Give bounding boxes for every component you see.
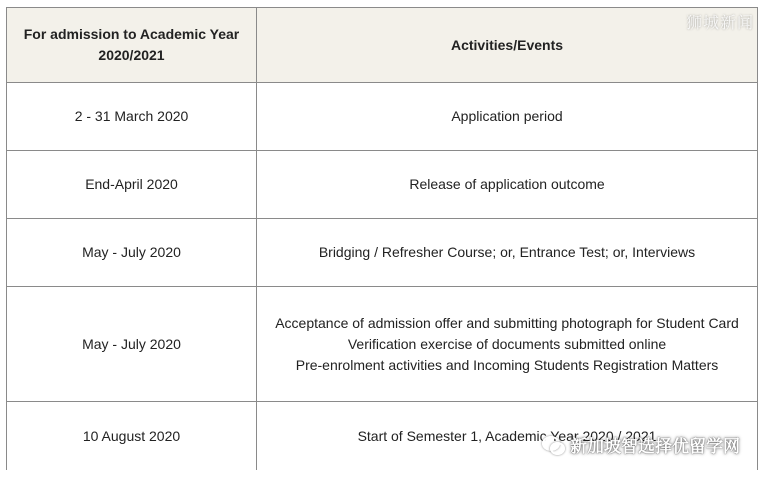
header-academic-year: For admission to Academic Year 2020/2021 (7, 8, 257, 83)
row-event (257, 83, 758, 151)
watermark-bottom-right (542, 432, 740, 457)
row-date: May - July 2020 (7, 219, 257, 287)
event-line: Acceptance of admission offer and submitting photograph for Student Card (275, 314, 739, 331)
row-date: 10 August 2020 (7, 402, 257, 472)
event-line: Bridging / Refresher Course; or, Entrance Test; or, Interviews (318, 244, 696, 260)
event-line: Verification exercise of documents submitted online (347, 335, 667, 352)
watermark-text: 新加坡智选择优留学网 (570, 437, 740, 456)
table-row (7, 83, 758, 151)
row-date: End-April 2020 (7, 151, 257, 219)
row-date: 2 - 31 March 2020 (7, 83, 257, 151)
wechat-icon (542, 436, 564, 454)
event-line: Application period (451, 108, 563, 124)
admission-schedule-table (6, 7, 758, 472)
event-line: Release of application outcome (409, 176, 605, 192)
row-event (257, 287, 758, 402)
header-activities-events: Activities/Events (257, 8, 758, 83)
row-event (257, 151, 758, 219)
watermark-top-right: 狮城新闻 (685, 15, 754, 32)
bottom-edge (0, 470, 762, 478)
row-event (257, 219, 758, 287)
table-row (7, 287, 758, 402)
table-row (7, 151, 758, 219)
table-header-row (7, 8, 758, 83)
row-date: May - July 2020 (7, 287, 257, 402)
event-line: Pre-enrolment activities and Incoming Students Registration Matters (295, 356, 719, 373)
table-row (7, 219, 758, 287)
event-line: Start of Semester 1, Academic Year 2020 / 2021 (357, 428, 657, 444)
